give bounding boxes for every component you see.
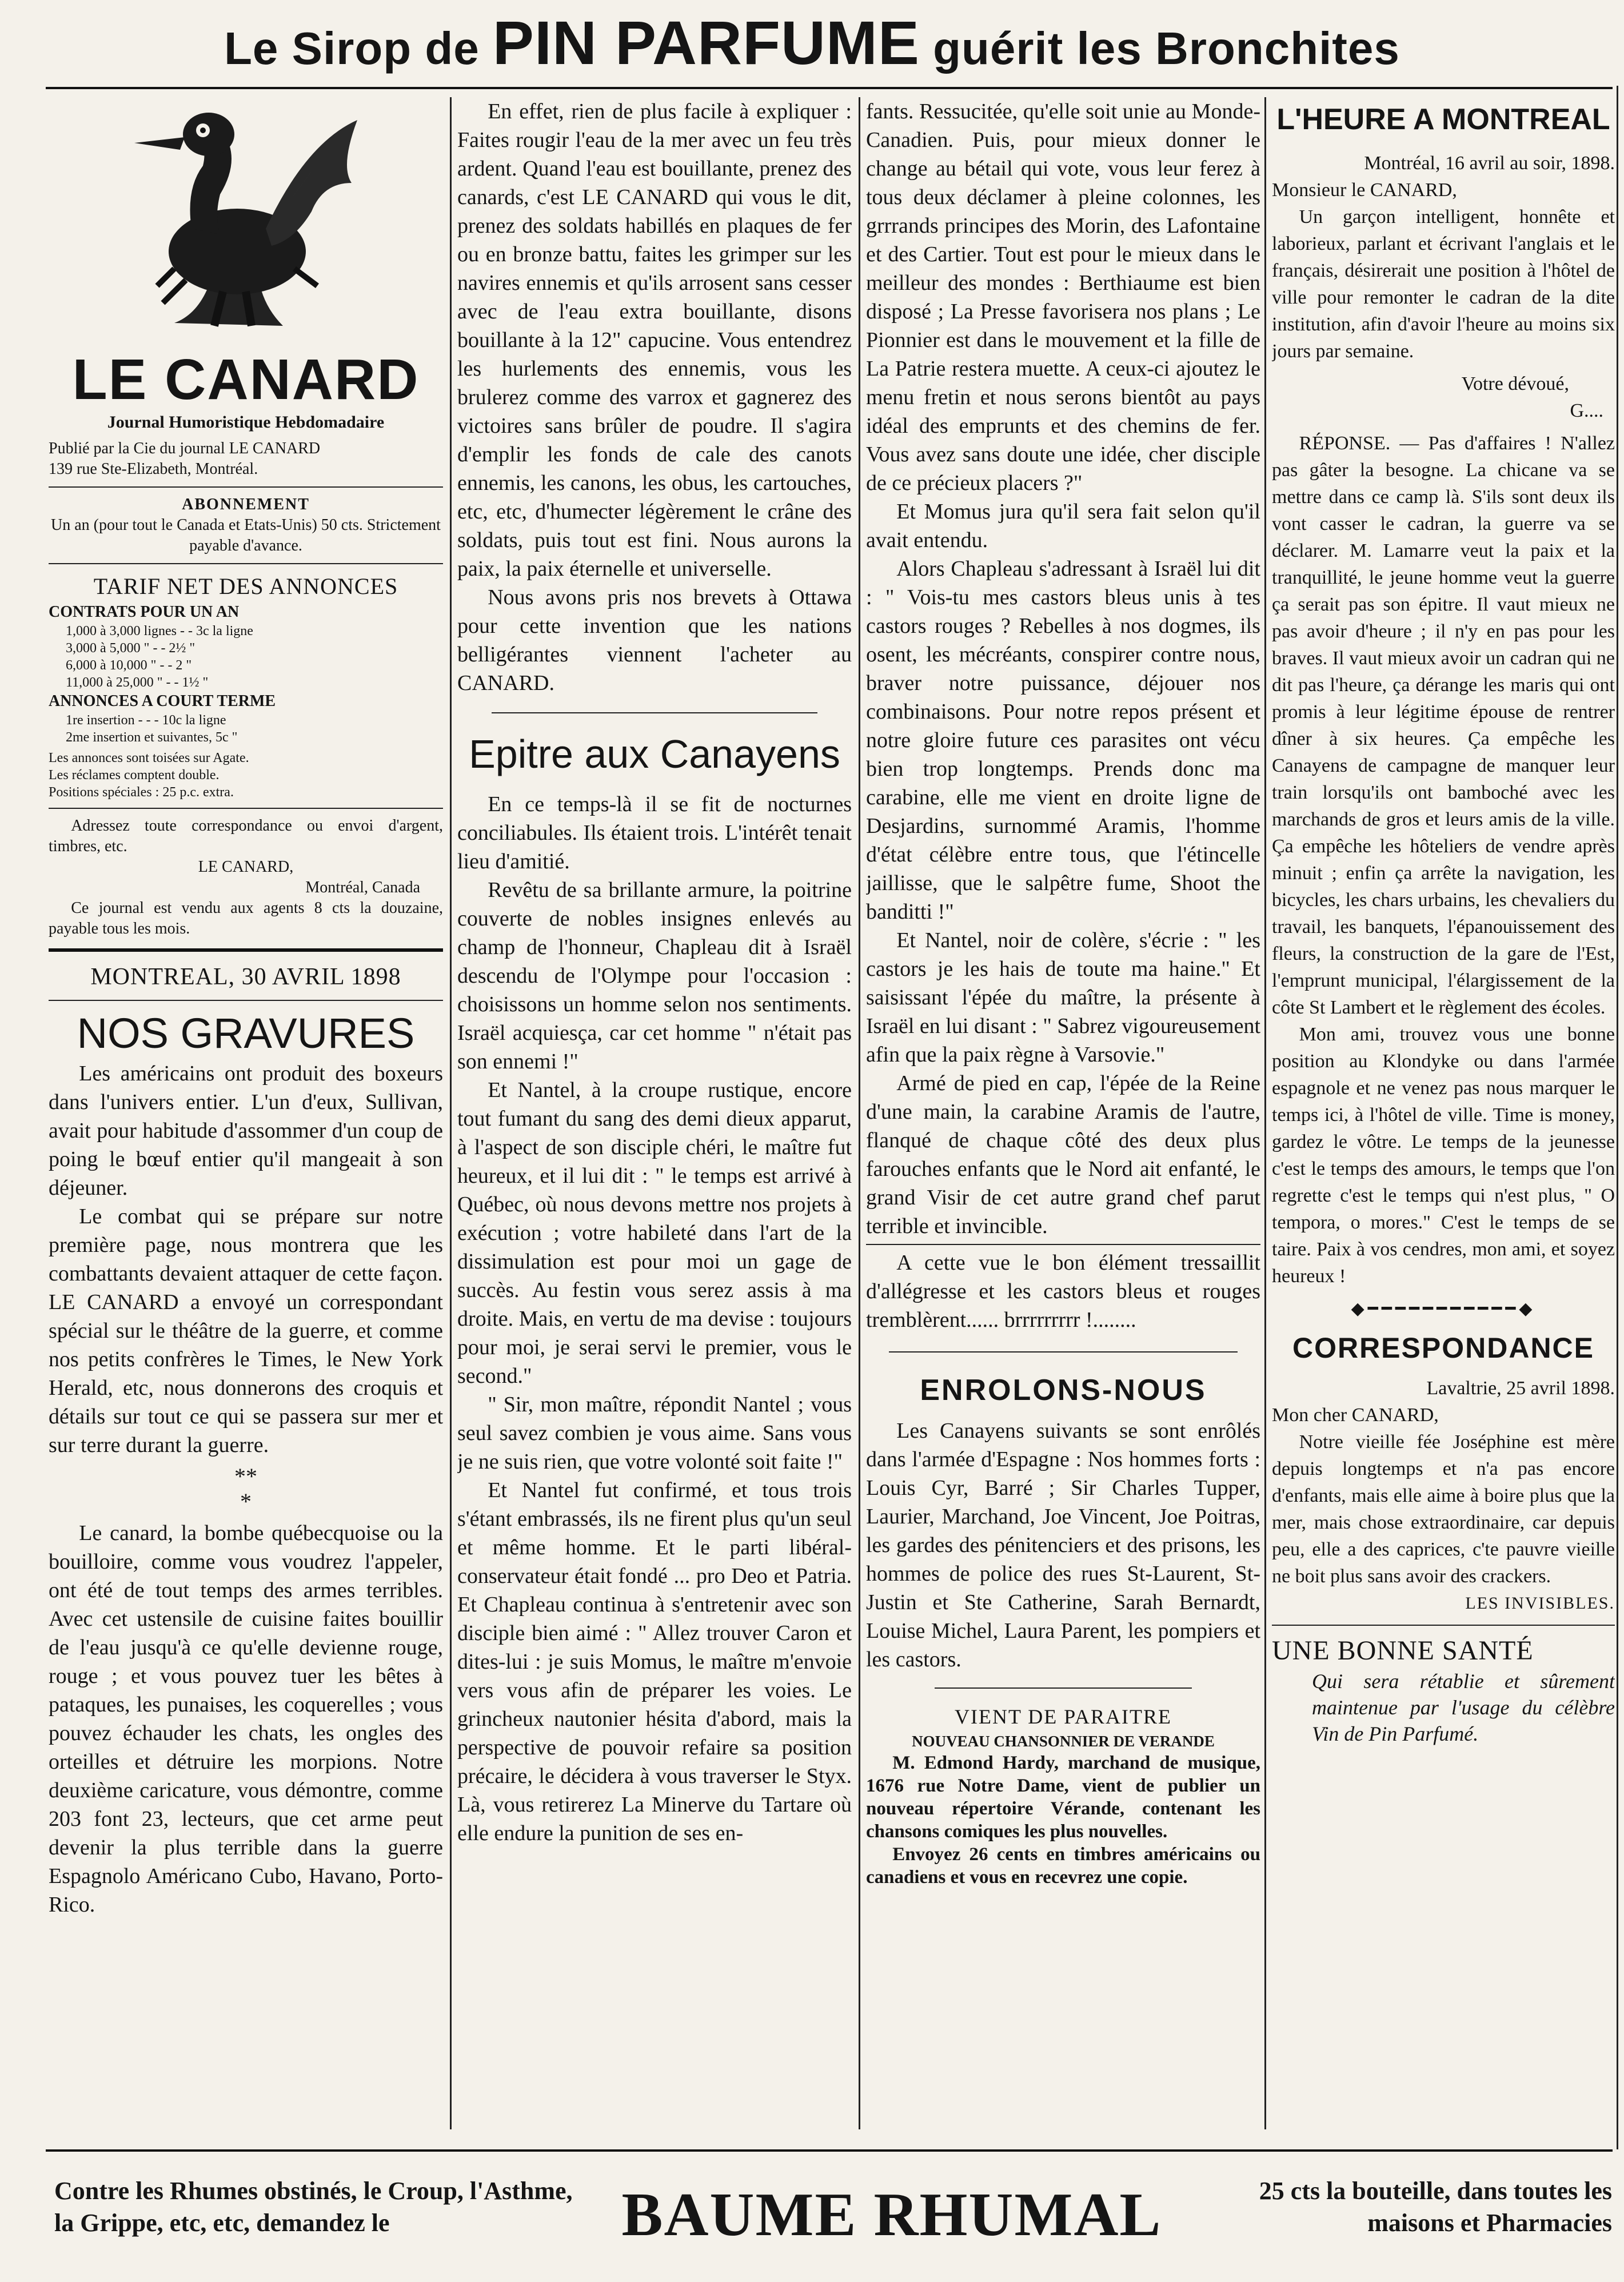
epitre-paragraph: Et Nantel, à la croupe rustique, encore tout fumant du sang des demi dieux apparut, à l'aspect de son disciple chéri, le maître fut heureux, et il lui dit : " le temps est arrivé à Québec, où nous devons mettre nos projets à exécution ; votre habileté dans l'art de la dissimulation est pour moi un gage de succès. Au festin vous serez assis à ma droite. Mais, en vertu de ma devise : toujours pour moi, je serai servi le premier, vous le second.": [457, 1078, 852, 1388]
column-rule-3: [1264, 97, 1266, 2129]
epitre-paragraph: A cette vue le bon élément tressaillit d'allégresse et les castors bleus et rouges tremblèrent...... brrrrrrrrr !........: [866, 1251, 1260, 1332]
gravures-paragraph: Le canard, la bombe québecquoise ou la bouilloire, comme vous voudrez l'appeler, ont été de tout temps des armes terribles. Avec cet ustensile de cuisine faites bouillir de l'eau jusqu'à ce qu'elle devienne rouge, rouge ; et vous pouvez tuer les bêtes à pataques, les punaises, les coquerelles ; vous pouvez échauder les chats, les ongles des orteilles et détruire les morpions. Notre deuxième caricature, vous démontre, comme 203 font 23, lecteurs, que cet arme peut devenir la plus terrible dans la guerre Espagnolo Américano Cubo, Havano, Porto-Rico.: [49, 1521, 443, 1917]
gravures-title: NOS GRAVURES: [77, 1010, 415, 1057]
enrolons-paragraph: Les Canayens suivants se sont enrôlés dans l'armée d'Espagne : Nos hommes forts : Louis Cyr, Barré ; Sir Charles Tupper, Laurier, Marchand, Joe Vincent, Joe Poitras, les gardes des pénitenciers et des prisons, les hommes de police des rues St-Laurent, St-Justin et Ste Catherine, Sarah Bernardt, Louise Michel, Laura Parent, les pompiers et les castors.: [866, 1419, 1260, 1671]
banner-product: PIN PARFUME: [492, 8, 920, 77]
court-terme-title: ANNONCES A COURT TERME: [49, 692, 276, 710]
divider: [935, 1687, 1192, 1689]
adresse-text: Adressez toute correspondance ou envoi d'argent, timbres, etc.: [49, 817, 443, 855]
letter-sign: LES INVISIBLES.: [1465, 1594, 1615, 1613]
letter-date: Lavaltrie, 25 avril 1898.: [1426, 1378, 1615, 1399]
section-stars: ** *: [234, 1463, 257, 1514]
court-terme-list: [49, 712, 443, 746]
epitre-paragraph: Revêtu de sa brillante armure, la poitrine couverte de nobles insignes enlevés au champ de l'honneur, Chapleau dit à Israël descendu de l'Olympe pour l'occasion : choisissons un homme selon nos sentiments. Israël acquiesça, car cet homme " n'était pas son ennemi !": [457, 878, 852, 1074]
note-line: Positions spéciales : 25 p.c. extra.: [49, 785, 234, 800]
bonne-sante-title: UNE BONNE SANTÉ: [1272, 1635, 1534, 1666]
column-rule-2: [859, 97, 860, 2129]
right-frame-rule: [1617, 86, 1618, 2149]
epitre-title: Epitre aux Canayens: [469, 732, 840, 776]
divider: [49, 486, 443, 488]
epitre-paragraph: Armé de pied en cap, l'épée de la Reine d'une main, la carabine Aramis de l'autre, flanqué de chaque côté des deux plus farouches enfants que le Nord ait enfanté, le grand Visir de cet autre grand chef parut terrible et invincible.: [866, 1071, 1260, 1238]
masthead-publisher: Publié par la Cie du journal LE CANARD: [49, 440, 321, 457]
tarif-list: [49, 623, 443, 691]
top-advertisement-banner: [0, 0, 1624, 86]
tarif-title: TARIF NET DES ANNONCES: [93, 573, 398, 599]
tarif-line: 1,000 à 3,000 lignes - - 3c la ligne: [66, 624, 253, 639]
abonnement-text: Un an (pour tout le Canada et Etats-Unis) 50 cts. Strictement payable d'avance.: [51, 516, 441, 554]
masthead-title: LE CANARD: [72, 348, 420, 412]
masthead-address: 139 rue Ste-Elizabeth, Montréal.: [49, 460, 258, 478]
court-line: 2me insertion et suivantes, 5c ": [66, 730, 238, 745]
divider: [49, 1000, 443, 1001]
divider: [866, 1244, 1260, 1245]
footer-product: BAUME RHUMAL: [621, 2181, 1162, 2249]
note-line: Les annonces sont toisées sur Agate.: [49, 751, 249, 765]
gravures-paragraph: Les américains ont produit des boxeurs dans l'univers entier. L'un d'eux, Sullivan, avait pour habitude d'assommer d'un coup de poing le bœuf entier qu'il mangeait à son déjeuner.: [49, 1062, 443, 1200]
letter-date: Montréal, 16 avril au soir, 1898.: [1364, 153, 1615, 174]
letter-sign: Votre dévoué,: [1461, 373, 1569, 394]
column-3: [866, 97, 1260, 2129]
note-line: Les réclames comptent double.: [49, 768, 220, 783]
column-2: [457, 97, 852, 2129]
annonce-notes: [49, 749, 443, 801]
vient-title: VIENT DE PARAITRE: [954, 1705, 1172, 1728]
epitre-paragraph: En ce temps-là il se fit de nocturnes conciliabules. Ils étaient trois. L'intérêt tenait lieu d'amitié.: [457, 792, 852, 873]
letter-salutation: Monsieur le CANARD,: [1272, 179, 1457, 201]
duck-logo-icon: [123, 97, 369, 345]
column-1: [49, 97, 443, 2129]
adresse-city: Montréal, Canada: [305, 879, 420, 896]
footer-right-text: 25 cts la bouteille, dans toutes les maisons et Pharmacies: [1259, 2177, 1612, 2237]
vente-text: Ce journal est vendu aux agents 8 cts la douzaine, payable tous les mois.: [49, 899, 443, 937]
banner-pre: Le Sirop de: [224, 23, 480, 74]
abonnement-title: ABONNEMENT: [182, 496, 310, 513]
top-frame-rule: [46, 87, 1613, 89]
divider: [1272, 1625, 1615, 1626]
letter-sign: G....: [1570, 400, 1603, 421]
banner-post: guérit les Bronchites: [933, 23, 1400, 74]
column-4: [1272, 97, 1615, 2129]
bottom-advertisement: [0, 2158, 1624, 2267]
divider: [49, 563, 443, 564]
vient-text: M. Edmond Hardy, marchand de musique, 1676 rue Notre Dame, vient de publier un nouveau répertoire Vérande, contenant les chansons comiques les plus nouvelles.: [866, 1753, 1260, 1842]
divider-thick: [49, 948, 443, 952]
footer-left-text: Contre les Rhumes obstinés, le Croup, l'Asthme, la Grippe, etc, etc, demandez le: [54, 2177, 573, 2237]
epitre-paragraph: fants. Ressucitée, qu'elle soit unie au Monde-Canadien. Puis, pour mieux donner le change au bétail qui vote, vous leur ferez à tous deux déclamer à pleine colonnes, les grrrands principes des Morin, des Lafontaine et des Cartier. Tout est pour le mieux dans le meilleur des mondes : Berthiaume est bien disposé ; La Presse favorisera nos plans ; Le Pionnier est dans le mouvement et la fille de La Patrie restera muette. A ceux-ci ajoutez le menu fretin et nous serons bientôt au pays idéal des emprunts et des chemins de fer. Vous avez sans doute une idée, cher disciple de ce précieux placers ?": [866, 99, 1260, 495]
epitre-paragraph: Et Nantel fut confirmé, et tous trois s'étant embrassés, ils ne firent plus qu'un seul et même homme. Et le parti libéral-conservateur était fondé ... pro Deo et Patria. Et Chapleau continua à s'entretenir avec son disciple bien aimé : " Allez trouver Caron et dites-lui : je suis Momus, le maître m'envoie vers vous afin de préparer les voies. Le grincheux nautonier hésita d'abord, mais la perspective de pouvoir refaire sa position précaire, le décidera à vous traverser le Styx. Là, vous retirerez La Minerve du Tartare où elle endure la punition de ses en-: [457, 1478, 852, 1845]
adresse-name: LE CANARD,: [198, 858, 294, 876]
tarif-line: 6,000 à 10,000 " - - 2 ": [66, 658, 192, 673]
bottom-frame-rule: [46, 2149, 1613, 2152]
letter-paragraph: Notre vieille fée Joséphine est mère depuis longtemps et n'a pas encore d'enfants, mais elle aime à boire plus que la mer, mais chose extraordinaire, car depuis peu, elle a des caprices, c'te pauvre vieille ne boit plus sans avoir des crackers.: [1272, 1431, 1615, 1587]
epitre-paragraph: Et Nantel, noir de colère, s'écrie : " les castors je les hais de toute ma haine." Et saisissant l'épée du maître, la présente à Israël en lui disant : " Sabrez vigoureusement afin que la paix règne à Varsovie.": [866, 928, 1260, 1067]
heure-title: L'HEURE A MONTREAL: [1276, 103, 1610, 136]
column-rule-1: [450, 97, 452, 2129]
bonne-sante-text: Qui sera rétablie et sûrement maintenue par l'usage du célèbre Vin de Pin Parfumé.: [1312, 1670, 1615, 1745]
reponse-paragraph: RÉPONSE. — Pas d'affaires ! N'allez pas gâter la besogne. La chicane va se mettre dans ce camp là. S'ils sont deux ils vont casser le cadran, la guerre va se déclarer. M. Lamarre veut la paix et la tranquillité, le jeune homme veut la guerre ça serait pas son épitre. Il vaut mieux ne pas avoir d'heure ; il n'y en pas pour les braves. Il vaut mieux avoir un cadran qui ne dit pas l'heure, ça dérange les maris qui ont promis à leur légitime épouse de rentrer dîner à six heures. Ça empêche les Canayens de campagne de manquer leur train lorsqu'ils ont bamboché avec les marchands de gros et leurs amis de la ville. Ça empêche les hôteliers de vendre après minuit ; enfin ça arrête la navigation, les bicycles, les chars urbains, les chevaliers du travail, les banquets, l'épanouissement des fleurs, la construction de la gare de l'Est, l'emprunt municipal, l'élargissement de la côte St Lambert et le règlement des écoles.: [1272, 433, 1615, 1018]
tarif-line: 3,000 à 5,000 " - - 2½ ": [66, 641, 195, 656]
dateline: MONTREAL, 30 AVRIL 1898: [90, 964, 401, 990]
letter-salutation: Mon cher CANARD,: [1272, 1405, 1439, 1426]
contrats-title: CONTRATS POUR UN AN: [49, 603, 240, 621]
court-line: 1re insertion - - - 10c la ligne: [66, 713, 226, 728]
masthead-subtitle: Journal Humoristique Hebdomadaire: [107, 413, 385, 432]
article-paragraph: En effet, rien de plus facile à expliquer : Faites rougir l'eau de la mer avec un feu très ardent. Quand l'eau est bouillante, prenez des canards, c'est LE CANARD qui vous le dit, prenez des soldats habillés en plaques de fer ou en bronze battu, faites les grimper sur les navires ennemis et qu'ils arrosent sans cesser avec de l'eau extra bouillante, disons bouillante à la 12" capucine. Vous entendrez les hurlements des ennemis, vous les brulerez comme des varrox et gagnerez des victoires sans brûler de poudre. Il s'agira d'emplir les fonds de cale des canots ennemis, les canons, les obus, les cartouches, etc, etc, d'humecter légèrement le crâne des soldats, puis tout est fini. Nous aurons la paix, la paix éternelle et universelle.: [457, 99, 852, 581]
tarif-line: 11,000 à 25,000 " - - 1½ ": [66, 675, 209, 690]
reponse-paragraph: Mon ami, trouvez vous une bonne position au Klondyke ou dans l'armée espagnole et ne venez pas nous marquer le temps ici, à l'hôtel de ville. Time is money, gardez le vôtre. Le temps de la jeunesse c'est le temps des amours, le temps que l'on regrette c'est le temps qui n'est plus, " O tempora, o mores." C'est le temps de se taire. Paix à vos cendres, mon ami, et soyez heureux !: [1272, 1024, 1615, 1287]
gravures-paragraph: Le combat qui se prépare sur notre première page, nous montrera que les combattants devaient attaquer de cette façon. LE CANARD a envoyé un correspondant spécial sur le théâtre de la guerre, et comme nos petits confrères le Times, le New York Herald, etc, nous donnerons des croquis et détails sur tout ce qui se passera sur mer et sur terre durant la guerre.: [49, 1204, 443, 1457]
epitre-paragraph: Et Momus jura qu'il sera fait selon qu'il avait entendu.: [866, 500, 1260, 552]
divider: [889, 1351, 1238, 1353]
vient-subtitle: NOUVEAU CHANSONNIER DE VERANDE: [912, 1733, 1215, 1750]
article-paragraph: Nous avons pris nos brevets à Ottawa pour cette invention que les nations belligérantes viennent l'acheter au CANARD.: [457, 585, 852, 695]
epitre-paragraph: Alors Chapleau s'adressant à Israël lui dit : " Vois-tu mes castors bleus unis à tes castors rouges ? Rebelles à nos dogmes, ils osent, les mécréants, conspirer contre nous, braver notre puissance, déjouer nos combinaisons. Pour notre repos présent et notre gloire future ces parasites ont vécu bien trop longtemps. Prends donc ma carabine, elle me vient en droite ligne de Desjardins, surnommé Aramis, l'homme d'état célèbre entre tous, que l'étincelle jaillisse, que le salpêtre fume, Shoot the banditti !": [866, 557, 1260, 924]
ornament-divider: ◆━━━━━━━━━━━◆: [1351, 1299, 1536, 1318]
enrolons-title: ENROLONS-NOUS: [920, 1374, 1207, 1407]
vient-text: Envoyez 26 cents en timbres américains ou canadiens et vous en recevrez une copie.: [866, 1844, 1260, 1888]
divider: [49, 808, 443, 809]
letter-paragraph: Un garçon intelligent, honnête et laborieux, parlant et écrivant l'anglais et le français, désirerait une position à l'hôtel de ville pour remonter le cadran de la dite institution, afin d'avoir l'heure au moins six jours par semaine.: [1272, 206, 1615, 362]
epitre-paragraph: " Sir, mon maître, répondit Nantel ; vous seul savez combien je vous aime. Sans vous je ne suis rien, que votre volonté soit faite !": [457, 1393, 852, 1474]
correspondance-title: CORRESPONDANCE: [1292, 1332, 1595, 1364]
divider: [492, 712, 817, 713]
